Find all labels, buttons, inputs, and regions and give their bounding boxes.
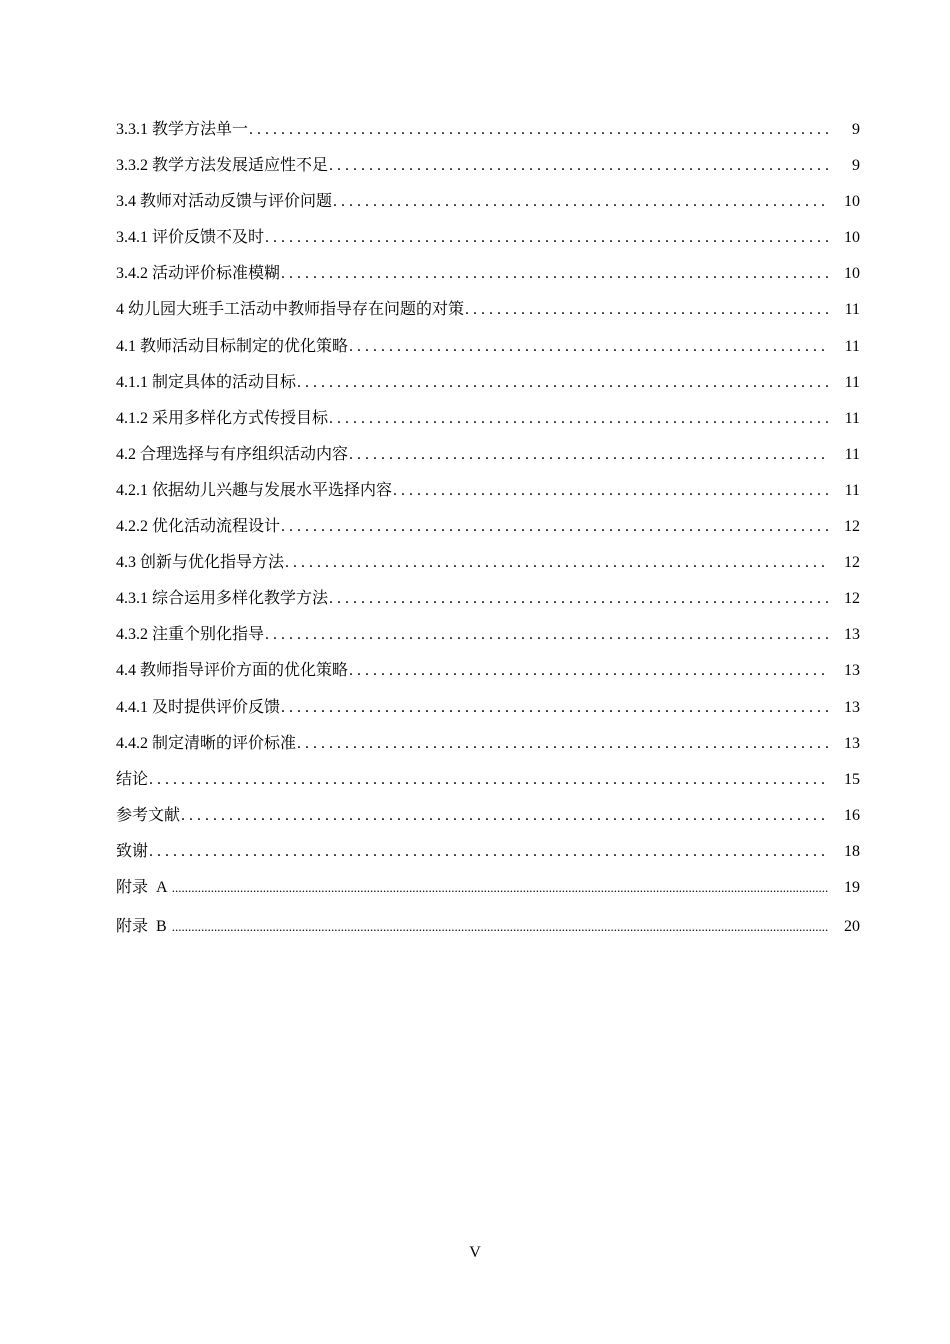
toc-entry-label: 3.4.2 活动评价标准模糊 — [116, 265, 281, 283]
toc-leader-dots — [348, 333, 828, 361]
toc-entry[interactable] — [116, 621, 860, 657]
toc-leader-dots — [348, 657, 828, 685]
toc-entry-page: 18 — [844, 842, 860, 860]
toc-entry-page: 13 — [844, 662, 860, 680]
table-of-contents — [116, 116, 860, 949]
toc-entry-label: 附录 B — [116, 917, 171, 935]
toc-leader-dots — [180, 802, 828, 830]
toc-leader-dots — [392, 477, 828, 505]
toc-leader-dots — [148, 838, 828, 866]
toc-entry[interactable] — [116, 333, 860, 369]
toc-entry-page: 16 — [844, 806, 860, 824]
toc-entry[interactable] — [116, 694, 860, 730]
toc-entry-page: 10 — [844, 265, 860, 283]
toc-entry-label: 4.2.2 优化活动流程设计 — [116, 518, 281, 536]
toc-leader-dots — [464, 296, 828, 324]
toc-leader-dots — [328, 152, 828, 180]
toc-entry-label: 4 幼儿园大班手工活动中教师指导存在问题的对策 — [116, 301, 465, 319]
toc-entry[interactable] — [116, 730, 860, 766]
toc-entry-page: 11 — [844, 409, 860, 427]
toc-entry-page: 13 — [844, 626, 860, 644]
toc-entry-label: 3.3.2 教学方法发展适应性不足 — [116, 157, 329, 175]
toc-entry[interactable] — [116, 152, 860, 188]
toc-entry-page: 19 — [844, 878, 860, 896]
toc-leader-dots — [171, 874, 828, 902]
toc-entry-label: 4.2 合理选择与有序组织活动内容 — [116, 445, 349, 463]
toc-entry-page: 11 — [844, 373, 860, 391]
toc-leader-dots — [148, 766, 828, 794]
toc-entry-page: 10 — [844, 229, 860, 247]
toc-entry[interactable] — [116, 116, 860, 152]
toc-leader-dots — [280, 513, 828, 541]
toc-entry-label: 致谢 — [116, 842, 149, 860]
toc-leader-dots — [296, 369, 828, 397]
toc-entry-label: 附录 A — [116, 878, 171, 896]
toc-entry-label: 4.1.1 制定具体的活动目标 — [116, 373, 297, 391]
toc-entry-label: 4.2.1 依据幼儿兴趣与发展水平选择内容 — [116, 481, 393, 499]
toc-entry-page: 9 — [852, 121, 860, 138]
toc-entry-page: 15 — [844, 770, 860, 788]
toc-entry-page: 12 — [844, 518, 860, 536]
toc-entry[interactable] — [116, 224, 860, 260]
page-number-footer: V — [469, 1244, 481, 1261]
toc-entry-page: 11 — [844, 337, 860, 355]
toc-entry[interactable] — [116, 657, 860, 693]
toc-entry[interactable] — [116, 874, 860, 913]
toc-entry-label: 结论 — [116, 770, 149, 788]
toc-entry-page: 11 — [844, 445, 860, 463]
toc-entry-label: 3.4.1 评价反馈不及时 — [116, 229, 265, 247]
toc-leader-dots — [348, 441, 828, 469]
toc-entry[interactable] — [116, 369, 860, 405]
toc-leader-dots — [296, 730, 828, 758]
toc-entry-page: 20 — [844, 917, 860, 935]
toc-entry-label: 参考文献 — [116, 806, 181, 824]
toc-leader-dots — [264, 224, 828, 252]
toc-leader-dots — [248, 116, 828, 144]
toc-entry[interactable] — [116, 477, 860, 513]
toc-entry-page: 10 — [844, 193, 860, 211]
toc-leader-dots — [332, 188, 828, 216]
toc-leader-dots — [171, 913, 828, 941]
toc-entry-label: 3.4 教师对活动反馈与评价问题 — [116, 193, 333, 211]
toc-entry-label: 4.3.2 注重个别化指导 — [116, 626, 265, 644]
toc-entry-label: 4.4 教师指导评价方面的优化策略 — [116, 662, 349, 680]
toc-entry[interactable] — [116, 549, 860, 585]
toc-entry[interactable] — [116, 838, 860, 874]
toc-entry[interactable] — [116, 260, 860, 296]
toc-leader-dots — [264, 621, 828, 649]
toc-leader-dots — [328, 585, 828, 613]
toc-leader-dots — [280, 260, 828, 288]
toc-entry-label: 4.4.2 制定清晰的评价标准 — [116, 734, 297, 752]
toc-entry-page: 11 — [844, 301, 860, 319]
toc-entry-label: 4.3.1 综合运用多样化教学方法 — [116, 590, 329, 608]
toc-entry-label: 3.3.1 教学方法单一 — [116, 121, 249, 138]
toc-entry[interactable] — [116, 913, 860, 949]
toc-entry-page: 12 — [844, 590, 860, 608]
toc-entry-label: 4.4.1 及时提供评价反馈 — [116, 698, 281, 716]
toc-entry-page: 13 — [844, 734, 860, 752]
toc-entry[interactable] — [116, 296, 860, 332]
toc-leader-dots — [284, 549, 828, 577]
toc-leader-dots — [280, 694, 828, 722]
toc-entry[interactable] — [116, 441, 860, 477]
toc-entry[interactable] — [116, 802, 860, 838]
toc-entry-page: 13 — [844, 698, 860, 716]
toc-entry-label: 4.1 教师活动目标制定的优化策略 — [116, 337, 349, 355]
toc-entry-label: 4.3 创新与优化指导方法 — [116, 554, 285, 572]
toc-entry-page: 12 — [844, 554, 860, 572]
toc-leader-dots — [328, 405, 828, 433]
toc-entry[interactable] — [116, 585, 860, 621]
toc-entry[interactable] — [116, 766, 860, 802]
toc-entry-page: 11 — [844, 481, 860, 499]
toc-entry-page: 9 — [852, 157, 860, 175]
toc-entry[interactable] — [116, 188, 860, 224]
toc-entry-label: 4.1.2 采用多样化方式传授目标 — [116, 409, 329, 427]
toc-entry[interactable] — [116, 405, 860, 441]
toc-entry[interactable] — [116, 513, 860, 549]
